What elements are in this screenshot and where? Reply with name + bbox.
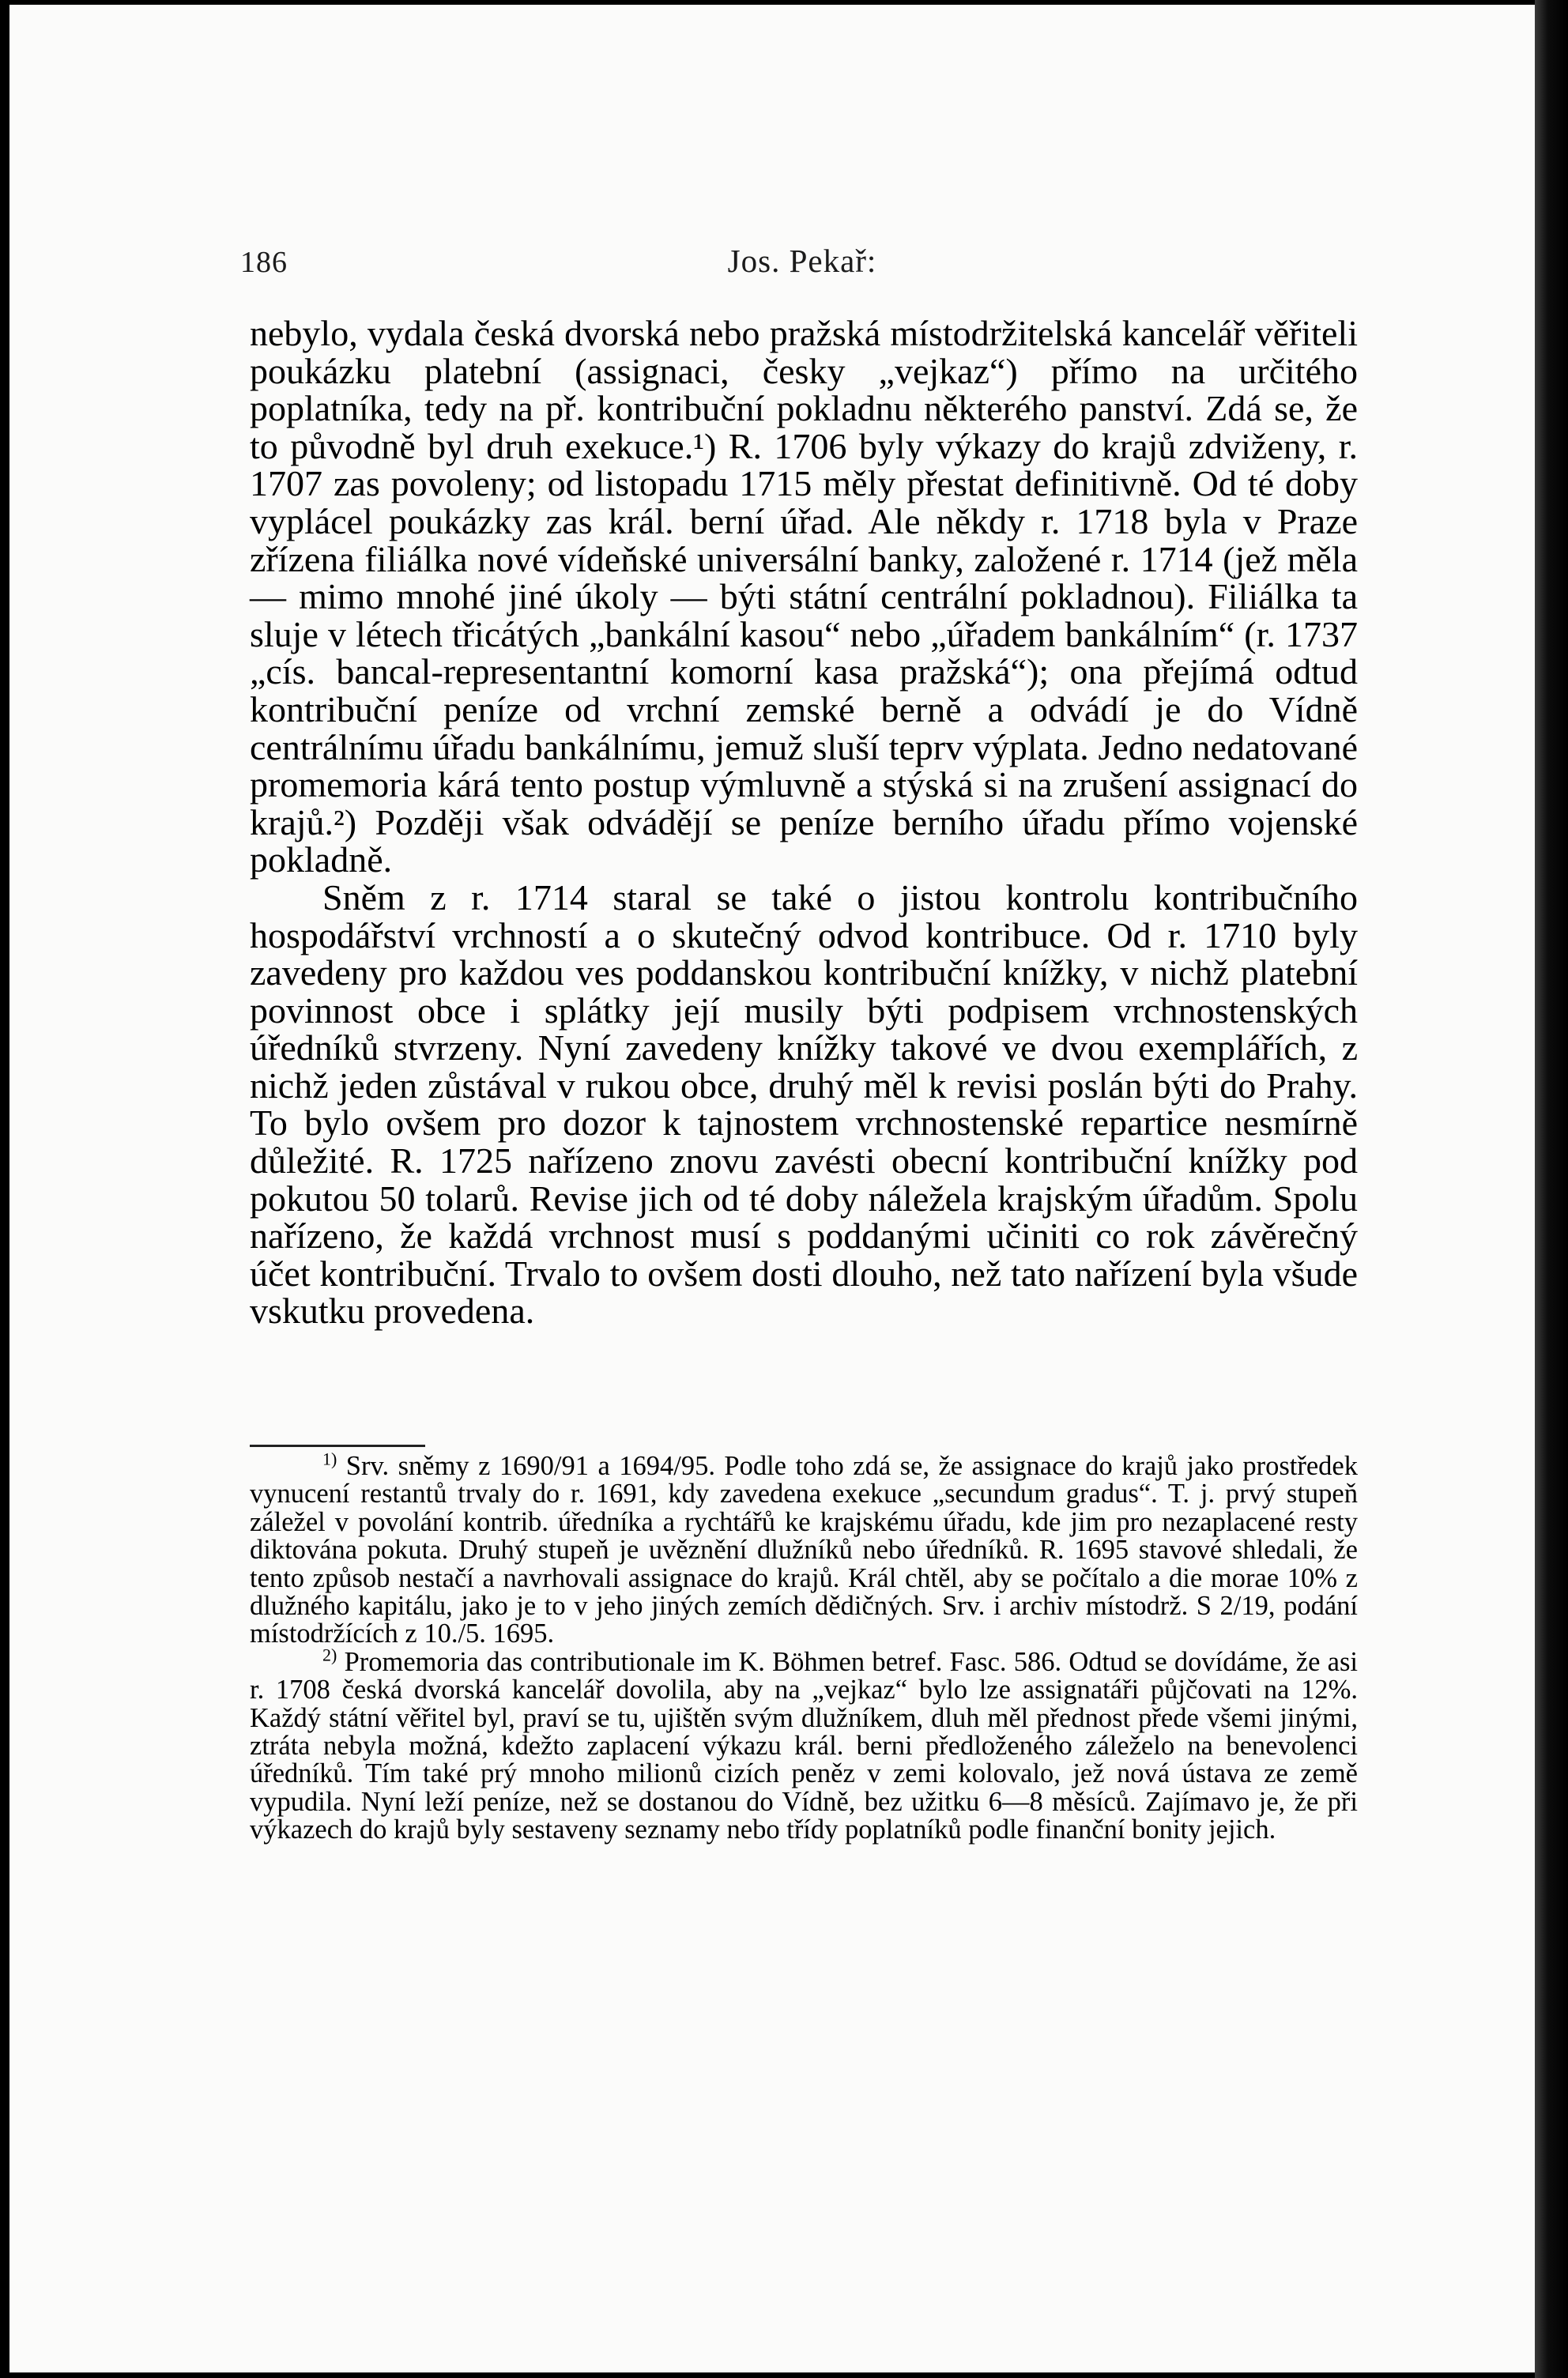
page-header — [240, 242, 1364, 289]
paragraph: nebylo, vydala česká dvorská nebo pražská místodržitelská kancelář věřiteli poukázku platební (assignaci, česky „vejkaz“) přímo na určitého poplatníka, tedy na př. kontribuční pokladnu některého panství. Zdá se, že to původně byl druh exekuce.¹) R. 1706 byly výkazy do krajů zdviženy, r. 1707 zas povoleny; od listopadu 1715 měly přestat definitivně. Od té doby vyplácel poukázky zas král. berní úřad. Ale někdy r. 1718 byla v Praze zřízena filiálka nové vídeňské universální banky, založené r. 1714 (jež měla — mimo mnohé jiné úkoly — býti státní centrální pokladnou). Filiálka ta sluje v létech třicátých „bankální kasou“ nebo „úřadem bankálním“ (r. 1737 „cís. bancal-representantní komorní kasa pražská“); ona přejímá odtud kontribuční peníze od vrchní zemské berně a odvádí je do Vídně centrálnímu úřadu bankálnímu, jemuž sluší teprv výplata. Jedno nedatované promemoria kárá tento postup výmluvně a stýská si na zrušení assignací do krajů.²) Později však odvádějí se peníze berního úřadu přímo vojenské pokladně. — [250, 313, 1358, 880]
footnote — [250, 1449, 1358, 1649]
paragraph: Sněm z r. 1714 staral se také o jistou kontrolu kontribučního hospodářství vrchností a o skutečný odvod kontribuce. Od r. 1710 byly zavedeny pro každou ves poddanskou kontribuční knížky, v nichž platební povinnost obce i splátky její musily býti podpisem vrchnostenských úředníků stvrzeny. Nyní zavedeny knížky takové ve dvou exemplářích, z nichž jeden zůstával v rukou obce, druhý měl k revisi poslán býti do Prahy. To bylo ovšem pro dozor k tajnostem vrchnostenské repartice nesmírně důležité. R. 1725 nařízeno znovu zavésti obecní kontribuční knížky pod pokutou 50 tolarů. Revise jich od té doby náležela krajským úřadům. Spolu nařízeno, že každá vrchnost musí s poddanými učiniti co rok závěrečný účet kontribuční. Trvalo to ovšem dosti dlouho, než tato nařízení byla všude vskutku provedena. — [250, 876, 1358, 1332]
page-number: 186 — [240, 246, 288, 279]
footnote-text: Srv. sněmy z 1690/91 a 1694/95. Podle toho zdá se, že assignace do krajů jako prostředek vynucení restantů trvaly do r. 1691, kdy zavedena exekuce „secundum gradus“. T. j. prvý stupeň záležel v povolání kontrib. úředníka a rychtářů ke krajskému úřadu, kde jim pro nezaplacené resty diktována pokuta. Druhý stupeň je uvěznění dlužníků nebo úředníků. R. 1695 stavové shledali, že tento způsob nestačí a navrhovali assignace do krajů. Král chtěl, aby se počítalo a die morae 10% z dlužného kapitálu, jako je to v jeho jiných zemích dědičných. Srv. i archiv místodrž. S 2/19, podání místodržících z 10./5. 1695. — [250, 1451, 1358, 1649]
footnote-text: Promemoria das contributionale im K. Böhmen betref. Fasc. 586. Odtud se dovídáme, že asi r. 1708 česká dvorská kancelář dovolila, aby na „vejkaz“ bylo lze assignatáři půjčovati na 12%. Každý státní věřitel byl, praví se tu, ujištěn svým dlužníkem, dluh měl přednost přede všemi jinými, ztráta nebyla možná, kdežto zaplacení výkazu král. berni předloženého záleželo na benevolenci úředníků. Tím také prý mnoho milionů cizích peněz v zemi kolovalo, jež nová ústava ze země vypudila. Nyní leží peníze, než se dostanou do Vídně, bez užitku 6—8 měsíců. Zajímavo je, že při výkazech do krajů byly sestaveny seznamy nebo třídy poplatníků podle finanční bonity jejich. — [250, 1646, 1358, 1845]
footnotes — [250, 1449, 1358, 1845]
footnote — [250, 1645, 1358, 1845]
body-text — [250, 315, 1358, 1330]
footnote-divider — [250, 1445, 425, 1447]
footnote-mark: 2) — [322, 1645, 337, 1665]
running-head: Jos. Pekař: — [727, 243, 877, 279]
scan-edge — [1535, 0, 1568, 2378]
footnote-mark: 1) — [322, 1449, 337, 1469]
